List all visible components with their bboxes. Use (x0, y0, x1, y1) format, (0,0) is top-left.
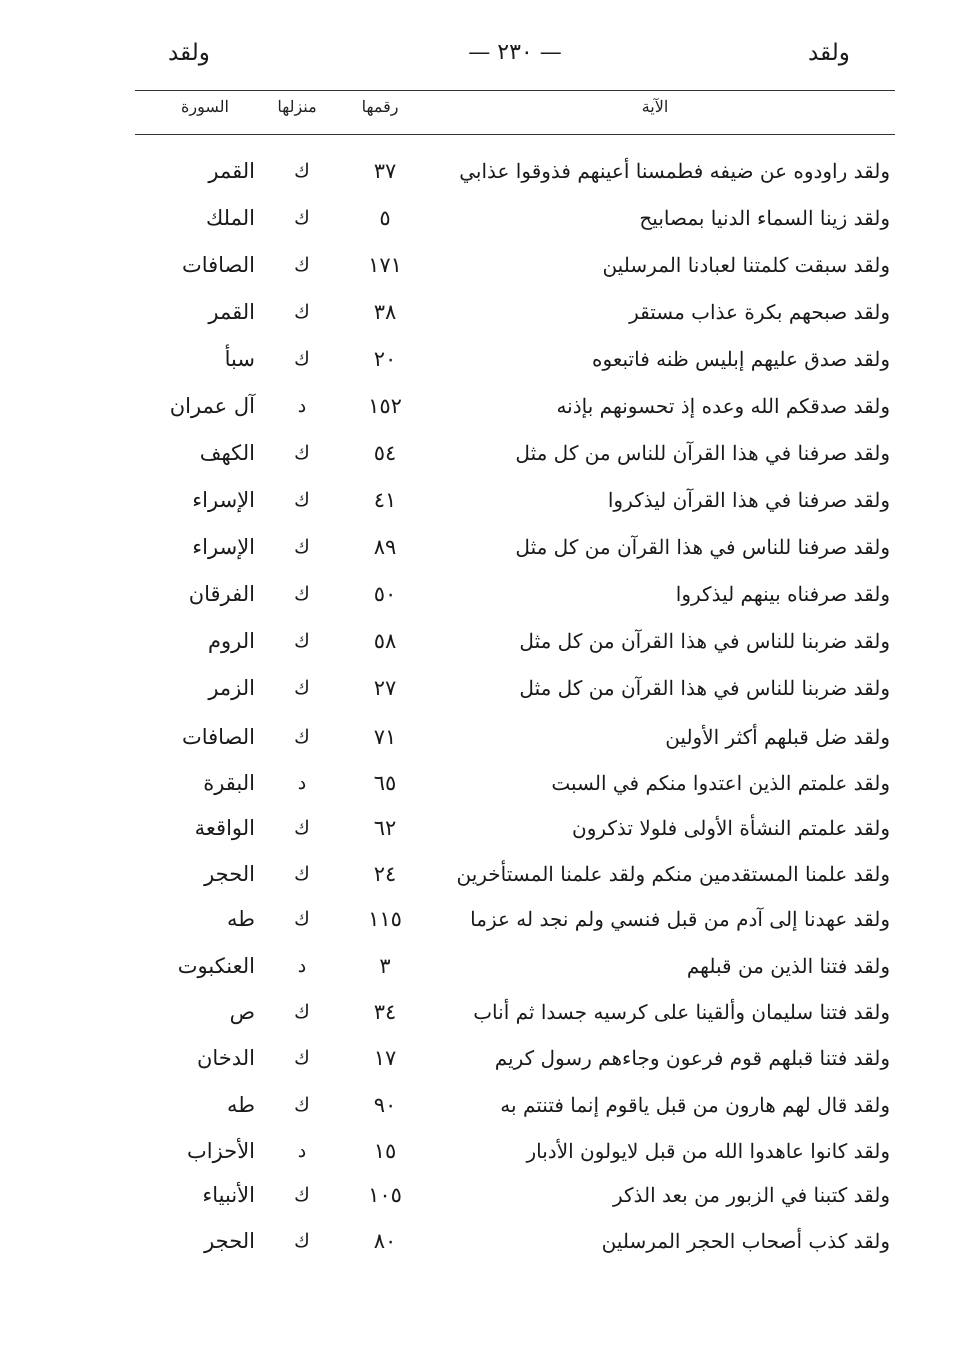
verse-text: ولقد صرفنا في هذا القرآن ليذكروا (607, 488, 890, 512)
verse-text: ولقد ضربنا للناس في هذا القرآن من كل مثل (519, 676, 890, 700)
verse-text: ولقد عهدنا إلى آدم من قبل فنسي ولم نجد له عزما (470, 907, 890, 931)
verse-number: ٢٧ (373, 676, 397, 700)
table-row (0, 1084, 965, 1126)
table-row (0, 291, 965, 333)
table-row (0, 1220, 965, 1262)
running-head-right: ولقد (808, 40, 850, 66)
surah-name: الحجر (204, 862, 255, 886)
table-row (0, 1037, 965, 1079)
table-row (0, 244, 965, 286)
table-row (0, 432, 965, 474)
verse-text: ولقد كذب أصحاب الحجر المرسلين (601, 1229, 890, 1253)
verse-text: ولقد صدقكم الله وعده إذ تحسونهم بإذنه (556, 394, 890, 418)
column-header-verse: الآية (641, 97, 669, 116)
surah-name: الصافات (181, 725, 255, 749)
surah-name: الملك (205, 206, 255, 230)
verse-text: ولقد زينا السماء الدنيا بمصابيح (639, 206, 890, 230)
verse-text: ولقد صرفنا في هذا القرآن للناس من كل مثل (515, 441, 890, 465)
verse-text: ولقد سبقت كلمتنا لعبادنا المرسلين (602, 253, 890, 277)
surah-name: الدخان (196, 1046, 255, 1070)
verse-text: ولقد ضربنا للناس في هذا القرآن من كل مثل (519, 629, 890, 653)
table-row (0, 620, 965, 662)
revelation-place: ك (294, 348, 310, 370)
surah-name: البقرة (203, 771, 255, 795)
verse-number: ٣٤ (373, 1000, 397, 1024)
table-row (0, 573, 965, 615)
revelation-place: د (297, 955, 307, 977)
table-row (0, 479, 965, 521)
verse-number: ٥ (379, 206, 391, 230)
verse-number: ١٥٢ (368, 394, 402, 418)
verse-text: ولقد فتنا سليمان وألقينا على كرسيه جسدا ثم أناب (473, 1000, 890, 1024)
verse-number: ٢٠ (373, 347, 397, 371)
header-rule-bottom (135, 134, 895, 135)
verse-number: ٣ (379, 954, 391, 978)
verse-text: ولقد علمتم الذين اعتدوا منكم في السبت (551, 771, 890, 795)
table-row (0, 716, 965, 758)
surah-name: العنكبوت (177, 954, 255, 978)
table-row (0, 807, 965, 849)
revelation-place: ك (294, 1047, 310, 1069)
table-row (0, 338, 965, 380)
table-row (0, 1130, 965, 1172)
verse-text: ولقد كانوا عاهدوا الله من قبل لايولون الأدبار (526, 1139, 890, 1163)
table-row (0, 667, 965, 709)
revelation-place: ك (294, 160, 310, 182)
revelation-place: ك (294, 489, 310, 511)
verse-number: ١٧١ (368, 253, 402, 277)
surah-name: القمر (208, 300, 255, 324)
verse-number: ٣٧ (373, 159, 397, 183)
verse-text: ولقد صرفنا للناس في هذا القرآن من كل مثل (515, 535, 890, 559)
table-row (0, 1174, 965, 1216)
revelation-place: ك (294, 254, 310, 276)
verse-number: ٥٨ (373, 629, 397, 653)
verse-number: ٦٥ (373, 771, 397, 795)
verse-text: ولقد فتنا قبلهم قوم فرعون وجاءهم رسول كريم (494, 1046, 890, 1070)
verse-text: ولقد صبحهم بكرة عذاب مستقر (629, 300, 890, 324)
revelation-place: ك (294, 630, 310, 652)
verse-text: ولقد صدق عليهم إبليس ظنه فاتبعوه (592, 347, 890, 371)
verse-number: ٤١ (373, 488, 397, 512)
table-row (0, 526, 965, 568)
surah-name: آل عمران (169, 394, 255, 418)
surah-name: الحجر (204, 1229, 255, 1253)
surah-name: الفرقان (188, 582, 255, 606)
revelation-place: ك (294, 1001, 310, 1023)
surah-name: سبأ (224, 347, 255, 371)
surah-name: الروم (208, 629, 255, 653)
surah-name: الإسراء (192, 535, 255, 559)
verse-number: ٦٢ (373, 816, 397, 840)
verse-text: ولقد قال لهم هارون من قبل ياقوم إنما فتنتم به (500, 1093, 890, 1117)
table-row (0, 853, 965, 895)
revelation-place: ك (294, 442, 310, 464)
surah-name: الإسراء (192, 488, 255, 512)
revelation-place: ك (294, 908, 310, 930)
surah-name: ص (229, 1000, 255, 1024)
surah-name: الصافات (181, 253, 255, 277)
column-header-surah: السورة (181, 97, 229, 116)
revelation-place: ك (294, 1230, 310, 1252)
surah-name: الكهف (199, 441, 255, 465)
verse-text: ولقد فتنا الذين من قبلهم (686, 954, 890, 978)
table-row (0, 150, 965, 192)
table-row (0, 197, 965, 239)
surah-name: القمر (208, 159, 255, 183)
revelation-place: ك (294, 726, 310, 748)
revelation-place: ك (294, 536, 310, 558)
header-rule-top (135, 90, 895, 91)
verse-number: ٩٠ (373, 1093, 397, 1117)
verse-number: ٣٨ (373, 300, 397, 324)
verse-text: ولقد ضل قبلهم أكثر الأولين (665, 725, 890, 749)
verse-text: ولقد صرفناه بينهم ليذكروا (675, 582, 890, 606)
revelation-place: ك (294, 207, 310, 229)
table-row (0, 898, 965, 940)
revelation-place: د (297, 395, 307, 417)
page-number: — ٢٣٠ — (468, 40, 562, 65)
revelation-place: ك (294, 301, 310, 323)
surah-name: طه (227, 1093, 255, 1117)
revelation-place: ك (294, 1184, 310, 1206)
revelation-place: ك (294, 583, 310, 605)
verse-text: ولقد راودوه عن ضيفه فطمسنا أعينهم فذوقوا عذابي (459, 159, 890, 183)
verse-number: ٨٩ (373, 535, 397, 559)
verse-number: ٢٤ (373, 862, 397, 886)
verse-number: ١٧ (373, 1046, 397, 1070)
revelation-place: ك (294, 863, 310, 885)
table-row (0, 762, 965, 804)
running-head-left: ولقد (168, 40, 210, 66)
column-header-place: منزلها (277, 97, 317, 116)
verse-text: ولقد علمتم النشأة الأولى فلولا تذكرون (572, 816, 890, 840)
verse-number: ٥٤ (373, 441, 397, 465)
revelation-place: د (297, 1140, 307, 1162)
verse-number: ٨٠ (373, 1229, 397, 1253)
table-row (0, 945, 965, 987)
surah-name: الزمر (208, 676, 255, 700)
revelation-place: ك (294, 1094, 310, 1116)
verse-text: ولقد علمنا المستقدمين منكم ولقد علمنا المستأخرين (456, 862, 890, 886)
verse-number: ١١٥ (368, 907, 402, 931)
surah-name: الأحزاب (187, 1139, 255, 1163)
table-row (0, 385, 965, 427)
table-row (0, 991, 965, 1033)
verse-text: ولقد كتبنا في الزبور من بعد الذكر (612, 1183, 890, 1207)
revelation-place: ك (294, 677, 310, 699)
surah-name: الأنبياء (202, 1183, 255, 1207)
verse-number: ١٥ (373, 1139, 397, 1163)
surah-name: الواقعة (194, 816, 255, 840)
verse-number: ١٠٥ (368, 1183, 402, 1207)
surah-name: طه (227, 907, 255, 931)
column-header-number: رقمها (361, 97, 399, 116)
verse-number: ٥٠ (373, 582, 397, 606)
revelation-place: ك (294, 817, 310, 839)
verse-number: ٧١ (373, 725, 397, 749)
revelation-place: د (297, 772, 307, 794)
